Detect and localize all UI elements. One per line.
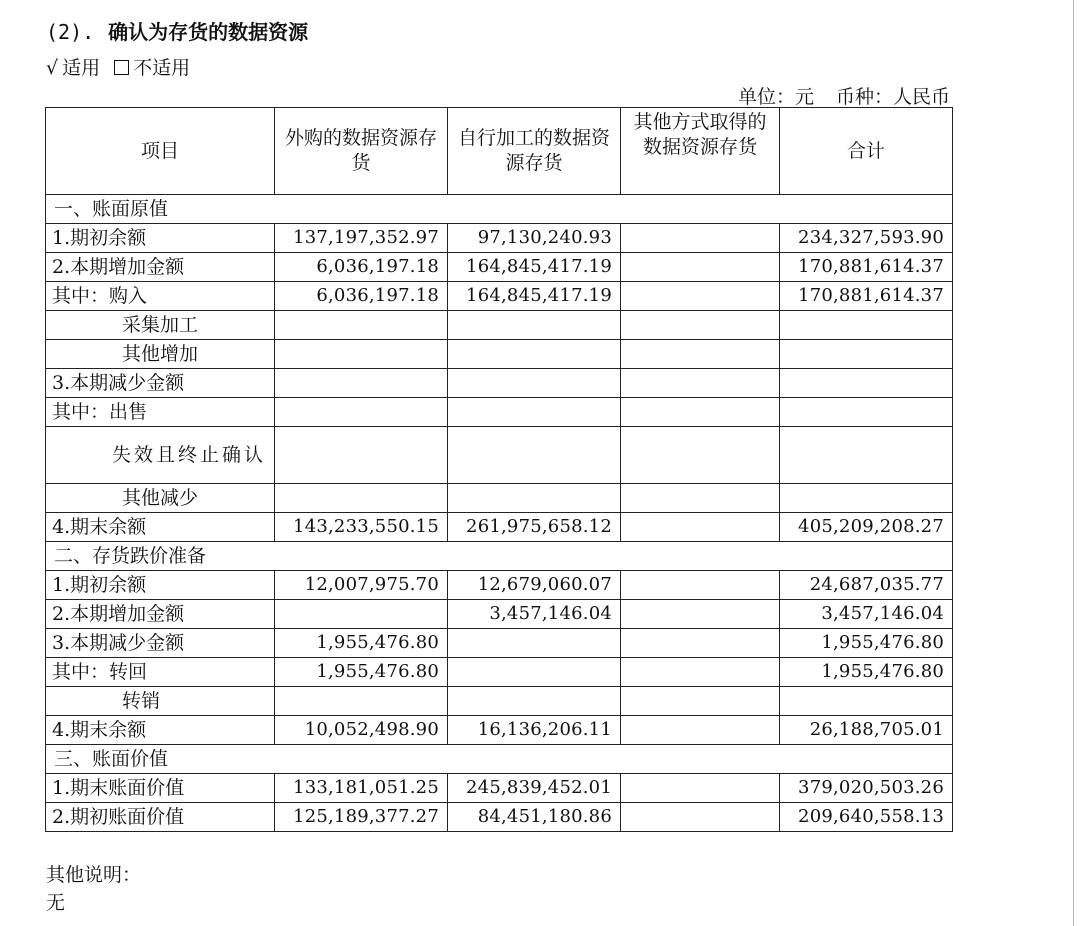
- cell-total: [780, 340, 953, 369]
- table-row: [46, 369, 953, 398]
- cell-self-processed: 164,845,417.19: [448, 282, 621, 311]
- cell-other: [621, 687, 780, 716]
- cell-purchased: [275, 687, 448, 716]
- cell-other: [621, 658, 780, 687]
- table-row: [46, 311, 953, 340]
- cell-self-processed: [448, 398, 621, 427]
- cell-self-processed: 3,457,146.04: [448, 600, 621, 629]
- cell-total: 1,955,476.80: [780, 658, 953, 687]
- row-label: 其他减少: [46, 484, 275, 513]
- table-row: [46, 658, 953, 687]
- row-label: 其他增加: [46, 340, 275, 369]
- table-header-row: [46, 108, 953, 195]
- row-label: 4.期末余额: [46, 716, 275, 745]
- cell-total: [780, 311, 953, 340]
- row-label-text: 失效且终止确认: [112, 444, 267, 466]
- header-self-processed: 自行加工的数据资源存货: [448, 108, 621, 195]
- unit-label: 单位：元: [737, 86, 814, 108]
- cell-self-processed: [448, 658, 621, 687]
- cell-purchased: 125,189,377.27: [275, 803, 448, 832]
- table-row: [46, 282, 953, 311]
- unit-currency-line: [738, 82, 950, 109]
- cell-other: [621, 484, 780, 513]
- cell-total: 3,457,146.04: [780, 600, 953, 629]
- cell-self-processed: [448, 687, 621, 716]
- cell-self-processed: [448, 311, 621, 340]
- row-label: 4.期末余额: [46, 513, 275, 542]
- cell-purchased: [275, 484, 448, 513]
- cell-self-processed: 261,975,658.12: [448, 513, 621, 542]
- table-row: [46, 427, 953, 484]
- row-label: 其中：转回: [46, 658, 275, 687]
- row-label: 3.本期减少金额: [46, 369, 275, 398]
- cell-other: [621, 571, 780, 600]
- cell-purchased: 12,007,975.70: [275, 571, 448, 600]
- cell-self-processed: 84,451,180.86: [448, 803, 621, 832]
- cell-other: [621, 224, 780, 253]
- cell-other: [621, 427, 780, 484]
- row-label: 转销: [46, 687, 275, 716]
- section-number: (2).: [46, 20, 95, 44]
- table-row: [46, 484, 953, 513]
- cell-self-processed: 97,130,240.93: [448, 224, 621, 253]
- cell-purchased: 1,955,476.80: [275, 629, 448, 658]
- cell-self-processed: 16,136,206.11: [448, 716, 621, 745]
- cell-self-processed: [448, 629, 621, 658]
- row-label: 二、存货跌价准备: [46, 542, 953, 571]
- row-label: 1.期初余额: [46, 571, 275, 600]
- cell-total: 209,640,558.13: [780, 803, 953, 832]
- cell-other: [621, 340, 780, 369]
- cell-purchased: [275, 427, 448, 484]
- cell-other: [621, 369, 780, 398]
- header-item: 项目: [46, 108, 275, 195]
- cell-total: [780, 369, 953, 398]
- cell-total: 234,327,593.90: [780, 224, 953, 253]
- cell-self-processed: 164,845,417.19: [448, 253, 621, 282]
- table-row: [46, 774, 953, 803]
- cell-total: 26,188,705.01: [780, 716, 953, 745]
- cell-purchased: 143,233,550.15: [275, 513, 448, 542]
- cell-self-processed: [448, 340, 621, 369]
- cell-total: 1,955,476.80: [780, 629, 953, 658]
- table-row: [46, 716, 953, 745]
- applicability-line: [46, 53, 194, 80]
- notes-body: 无: [46, 892, 66, 914]
- notes-title: 其他说明：: [46, 864, 142, 886]
- cell-other: [621, 803, 780, 832]
- row-label: 2.本期增加金额: [46, 600, 275, 629]
- cell-other: [621, 513, 780, 542]
- table-row: [46, 687, 953, 716]
- cell-other: [621, 282, 780, 311]
- cell-total: 170,881,614.37: [780, 282, 953, 311]
- header-purchased: 外购的数据资源存货: [275, 108, 448, 195]
- table-row: [46, 571, 953, 600]
- cell-other: [621, 253, 780, 282]
- cell-total: 24,687,035.77: [780, 571, 953, 600]
- data-resources-inventory-table: [45, 107, 953, 832]
- row-label: 2.期初账面价值: [46, 803, 275, 832]
- row-label: 1.期末账面价值: [46, 774, 275, 803]
- cell-other: [621, 629, 780, 658]
- cell-total: [780, 687, 953, 716]
- row-label: 其中：购入: [46, 282, 275, 311]
- cell-purchased: 137,197,352.97: [275, 224, 448, 253]
- cell-other: [621, 600, 780, 629]
- row-label: [46, 427, 275, 484]
- cell-other: [621, 398, 780, 427]
- table-row: [46, 629, 953, 658]
- cell-self-processed: [448, 427, 621, 484]
- cell-self-processed: 12,679,060.07: [448, 571, 621, 600]
- cell-purchased: 6,036,197.18: [275, 282, 448, 311]
- cell-purchased: [275, 369, 448, 398]
- empty-checkbox-icon: [114, 60, 129, 75]
- table-row: [46, 253, 953, 282]
- row-label: 一、账面原值: [46, 195, 953, 224]
- cell-total: 170,881,614.37: [780, 253, 953, 282]
- row-label: 2.本期增加金额: [46, 253, 275, 282]
- header-other-methods: 其他方式取得的数据资源存货: [621, 108, 780, 195]
- cell-purchased: 6,036,197.18: [275, 253, 448, 282]
- cell-total: 405,209,208.27: [780, 513, 953, 542]
- check-mark-icon: √: [46, 57, 59, 79]
- applies-label: 适用: [62, 57, 101, 79]
- table-row: [46, 542, 953, 571]
- cell-other: [621, 311, 780, 340]
- cell-other: [621, 774, 780, 803]
- cell-self-processed: [448, 369, 621, 398]
- table-row: [46, 600, 953, 629]
- currency-label: 币种：人民币: [835, 86, 950, 108]
- cell-self-processed: 245,839,452.01: [448, 774, 621, 803]
- cell-purchased: [275, 398, 448, 427]
- cell-total: [780, 484, 953, 513]
- row-label: 1.期初余额: [46, 224, 275, 253]
- table-row: [46, 398, 953, 427]
- cell-purchased: 1,955,476.80: [275, 658, 448, 687]
- section-heading: [46, 16, 308, 45]
- cell-total: [780, 398, 953, 427]
- table-row: [46, 803, 953, 832]
- row-label: 三、账面价值: [46, 745, 953, 774]
- table-row: [46, 513, 953, 542]
- cell-purchased: [275, 311, 448, 340]
- cell-total: 379,020,503.26: [780, 774, 953, 803]
- table-row: [46, 195, 953, 224]
- row-label: 3.本期减少金额: [46, 629, 275, 658]
- row-label: 其中：出售: [46, 398, 275, 427]
- cell-purchased: 133,181,051.25: [275, 774, 448, 803]
- header-total: 合计: [780, 108, 953, 195]
- not-applies-label: 不适用: [133, 57, 191, 79]
- cell-purchased: [275, 340, 448, 369]
- table-row: [46, 224, 953, 253]
- cell-other: [621, 716, 780, 745]
- section-title: 确认为存货的数据资源: [108, 20, 309, 44]
- cell-purchased: [275, 600, 448, 629]
- cell-total: [780, 427, 953, 484]
- table-row: [46, 745, 953, 774]
- page-edge-divider: [1073, 0, 1074, 926]
- table-row: [46, 340, 953, 369]
- cell-purchased: 10,052,498.90: [275, 716, 448, 745]
- cell-self-processed: [448, 484, 621, 513]
- row-label: 采集加工: [46, 311, 275, 340]
